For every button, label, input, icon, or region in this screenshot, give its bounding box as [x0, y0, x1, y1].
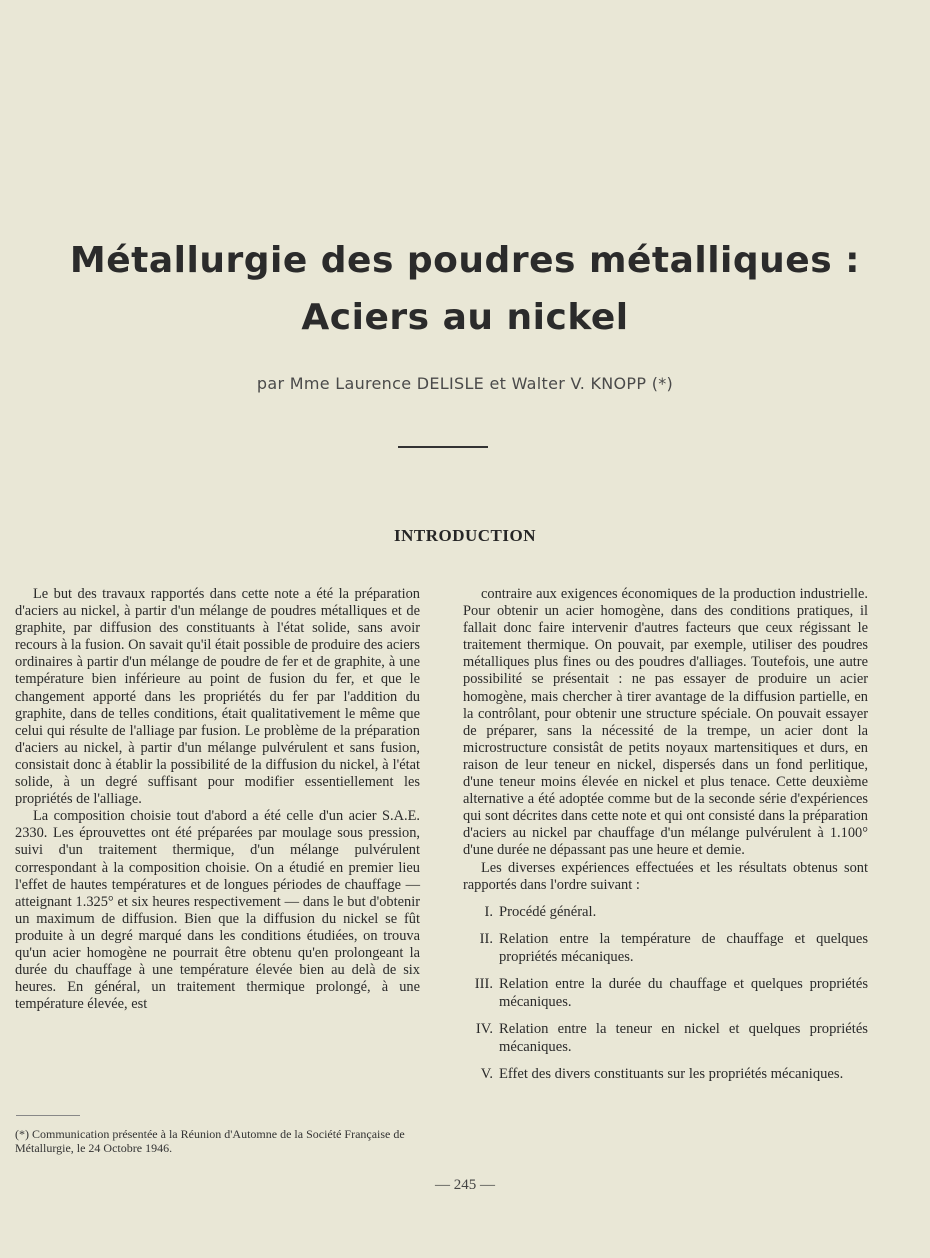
list-item-text: Relation entre la teneur en nickel et quelques propriétés mécaniques. [499, 1021, 868, 1055]
title-divider [398, 446, 488, 448]
left-column [15, 586, 420, 1013]
list-item [463, 904, 868, 922]
page-number: — 245 — [435, 1177, 495, 1193]
paragraph: contraire aux exigences économiques de la production industrielle. Pour obtenir un acier homogène, dans des conditions pratiques, il fallait donc faire intervenir d'autres facteurs que ceux régissant le traitement thermique. On pouvait, par exemple, utiliser des poudres métalliques plus fines ou des poudres d'alliages. Toutefois, une autre possibilité se présentait : ne pas essayer de produire un acier homogène, mais chercher à tirer avantage de la diffusion partielle, en la contrôlant, pour obtenir une structure spéciale. On pouvait essayer de préparer, sans la nécessité de la trempe, un acier dont la microstructure consistât de petits noyaux martensitiques et durs, en raison de leur teneur en nickel, dispersés dans un fond perlitique, d'une teneur moins élevée en nickel et plus tenace. Cette deuxième alternative a été adoptée comme but de la seconde série d'expériences qui sont décrites dans cette note et qui ont consisté dans la préparation d'aciers au nickel par chauffage d'un mélange pulvérulent à 1.100° d'une durée ne dépassant pas une heure et demie. [463, 586, 868, 859]
section-heading: INTRODUCTION [393, 526, 537, 545]
footnote: (*) Communication présentée à la Réunion d'Automne de la Société Française de Métallurgie, le 24 Octobre 1946. [15, 1127, 405, 1155]
list-item-text: Relation entre la durée du chauffage et quelques propriétés mécaniques. [499, 976, 868, 1010]
right-column [463, 586, 868, 1094]
paragraph: Les diverses expériences effectuées et les résultats obtenus sont rapportés dans l'ordre suivant : [463, 859, 868, 893]
paragraph: Le but des travaux rapportés dans cette note a été la préparation d'aciers au nickel, à partir d'un mélange de poudres métalliques et de graphite, par diffusion des constituants à l'état solide, sans avoir recours à la fusion. On savait qu'il était possible de produire des aciers ordinaires à partir d'un mélange de poudre de fer et de graphite, à une température bien inférieure au point de fusion du fer, et que le changement apporté dans les propriétés du fer par l'addition du graphite, dans de telles conditions, était qualitativement le même que celui qui résulte de l'alliage par fusion. Le problème de la préparation d'aciers au nickel, à partir d'un mélange pulvérulent et sans fusion, consistait donc à établir la possibilité de la diffusion du nickel, à l'état solide, à un degré suffisant pour modifier essentiellement les propriétés de l'alliage. [15, 586, 421, 808]
list-item [463, 1021, 868, 1056]
list-item-number: III. [474, 976, 493, 993]
list-item-number: V. [480, 1066, 493, 1083]
list-item [463, 1066, 868, 1084]
list-item [463, 976, 868, 1011]
list-item-number: II. [479, 931, 493, 948]
list-item-number: I. [484, 903, 493, 920]
list-item-text: Effet des divers constituants sur les propriétés mécaniques. [499, 1066, 844, 1083]
paragraph: La composition choisie tout d'abord a été celle d'un acier S.A.E. 2330. Les éprouvettes ont été préparées par moulage sous pression, suivi d'un traitement thermique, d'un mélange pulvérulent correspondant à la composition choisie. On a étudié en premier lieu l'effet de hautes températures et de longues périodes de chauffage — atteignant 1.325° et six heures respectivement — dans le but d'obtenir un maximum de diffusion. Bien que la diffusion du nickel se fût produite à un degré marqué dans les conditions étudiées, on trouva qu'un acier homogène ne pourrait être obtenu qu'en prolongeant la durée du chauffage à une température élevée bien au delà de six heures. En général, un traitement thermique prolongé, à une température élevée, est [15, 808, 420, 1013]
article-title-line-1: Métallurgie des poudres métalliques : [69, 240, 861, 281]
contents-list [463, 904, 868, 1084]
list-item [463, 931, 868, 966]
list-item-number: IV. [475, 1021, 493, 1038]
article-title-line-2: Aciers au nickel [301, 297, 629, 338]
list-item-text: Relation entre la température de chauffage et quelques propriétés mécaniques. [499, 931, 868, 965]
list-item-text: Procédé général. [499, 903, 597, 920]
footnote-divider [16, 1115, 80, 1116]
article-authors: par Mme Laurence DELISLE et Walter V. KNOPP (*) [256, 374, 674, 393]
